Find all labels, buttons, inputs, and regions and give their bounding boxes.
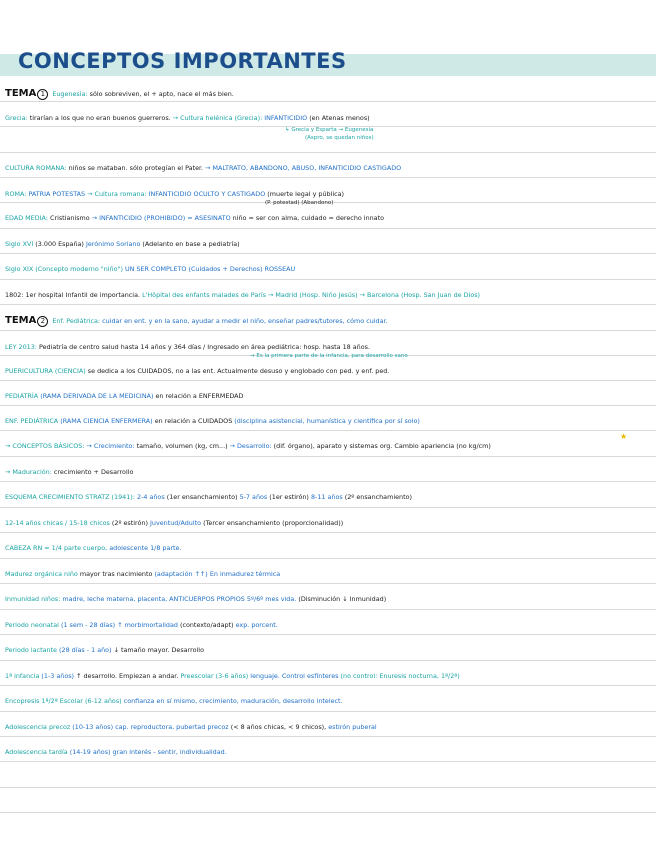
note-line-enf-pediatrica [5,313,651,329]
note-segment: (Disminución ↓ Inmunidad) [298,595,387,603]
ruled-line [0,177,656,178]
note-line-neonatal [5,617,651,633]
page-title: CONCEPTOS IMPORTANTES [18,49,347,73]
ruled-line [0,330,656,331]
note-segment: estirón puberal [328,723,377,731]
note-line-cultura-romana [5,160,651,176]
note-line-cabeza [5,540,651,556]
note-segment: (1-3 años) [41,672,77,680]
tema-2-number: 2 [37,316,48,327]
note-line-adolescencia-tardia [5,744,651,760]
note-segment: ↓ tamaño mayor. Desarrollo [113,646,204,654]
note-segment: (2º estirón) [111,519,151,527]
note-segment: → Cultura helénica (Grecia): [172,114,265,122]
note-segment: confianza en sí mismo, crecimiento, maduración, desarrollo intelect. [123,697,343,705]
ruled-line [0,304,656,305]
subnote-grecia-esparta: ↳ Grecia y Esparta → Eugenesia [285,127,374,133]
note-segment: (RAMA CIENCIA ENFERMERA) [60,417,155,425]
note-segment: lenguaje. Control esfínteres [250,672,341,680]
note-segment: se dedica a los CUIDADOS, no a las ent. Actualmente desuso y englobado con ped. y enf. ped. [87,367,390,375]
tema-1-number: 1 [37,89,48,100]
ruled-line [0,253,656,254]
note-segment: CULTURA ROMANA: [5,164,69,172]
note-segment: (en Atenas menos) [309,114,370,122]
note-segment: (Concepto moderno "niño") [35,265,125,273]
note-segment: (3.000 España) [35,240,86,248]
note-segment: (< 8 años chicas, < 9 chicos), [230,723,329,731]
note-segment: ROMA: [5,190,29,198]
note-segment: Adolescencia tardía [5,748,70,756]
note-segment: tamaño, volumen (kg, cm...) [136,442,230,450]
note-segment: madre, leche materna, placenta, ANTICUERPOS PROPIOS 5º/6º mes vida. [62,595,299,603]
star-icon: ★ [620,432,628,441]
note-segment: niño = ser con alma, cuidado = derecho innato [232,214,385,222]
note-segment: → MALTRATO, ABANDONO, ABUSO, INFANTICIDIO [205,164,364,172]
note-segment: → Maduración: [5,468,54,476]
ruled-line [0,761,656,762]
note-segment: sólo sobreviven, el + apto, nace el más bien. [89,90,234,98]
note-segment: CASTIGADO [363,164,402,172]
ruled-line [0,279,656,280]
note-segment: → CONCEPTOS BÁSICOS: [5,442,87,450]
note-line-estiron [5,515,651,531]
note-segment: en relación a CUIDADOS [154,417,235,425]
note-segment: en relación a ENFERMEDAD [155,392,244,400]
note-segment: PATRIA POTESTAS [28,190,88,198]
note-segment: → Desarrollo: [229,442,274,450]
note-segment: (Tercer ensanchamiento (proporcionalidad)) [203,519,344,527]
ruled-line [0,532,656,533]
note-segment: (1 sem - 28 días) [60,621,118,629]
note-line-1802 [5,287,651,303]
note-line-siglo-xix [5,261,651,277]
ruled-line [0,380,656,381]
ruled-line [0,787,656,788]
note-segment: (10-13 años) [72,723,116,731]
note-segment: (no control: Enuresis nocturna, 1ª/2ª) [340,672,460,680]
note-segment: Encopresis 1ª/2ª [5,697,60,705]
note-segment: ESQUEMA CRECIMIENTO STRATZ (1941): [5,493,137,501]
note-segment: En inmadurez térmica [209,570,281,578]
note-segment: Grecia: [5,114,30,122]
ruled-line [0,711,656,712]
note-segment: gran interés - sentir, individualidad. [112,748,227,756]
ruled-line [0,481,656,482]
note-segment: EDAD MEDIA: [5,214,50,222]
note-line-maduracion [5,464,651,480]
note-segment: PEDIATRÍA [5,392,41,400]
note-segment: Escolar (6-12 años) [59,697,124,705]
note-segment: 8-11 años [310,493,345,501]
note-segment: mayor tras nacimiento [79,570,155,578]
note-segment: Periodo lactante [5,646,60,654]
note-segment: Cristianismo [49,214,92,222]
note-segment: → Barcelona (Hosp. San Juan de Dios) [359,291,481,299]
note-line-stratz [5,489,651,505]
tema-1-heading: TEMA [5,88,37,99]
note-segment: ↑ morbimortalidad [117,621,180,629]
note-line-edad-media [5,210,651,226]
note-segment: → Madrid (Hosp. Niño Jesús) [268,291,360,299]
note-segment: (14-19 años) [69,748,113,756]
note-segment: Periodo neonatal [5,621,61,629]
note-line-encopresis [5,693,651,709]
ruled-line [0,456,656,457]
note-segment: adolescente 1/8 parte. [109,544,182,552]
note-segment: 1802: [5,291,26,299]
ruled-line [0,583,656,584]
note-segment: (adaptación ↑↑) [154,570,210,578]
tema-2-heading: TEMA [5,315,37,326]
ruled-line [0,228,656,229]
ruled-line [0,507,656,508]
note-segment: Siglo XVI [5,240,36,248]
note-segment: LEY 2013: [5,343,39,351]
ruled-line [0,660,656,661]
note-line-primera-infancia [5,668,651,684]
note-segment: Enf. Pediátrica: [52,317,103,325]
ruled-line [0,405,656,406]
ruled-line [0,430,656,431]
note-line-lactante [5,642,651,658]
note-line-pediatria [5,388,651,404]
note-segment: CABEZA RN = 1/4 parte cuerpo, [5,544,110,552]
note-segment: 1er hospital Infantil de importancia. [25,291,143,299]
ruled-line [0,609,656,610]
note-segment: Siglo XIX [5,265,36,273]
note-segment: Pediatría de centro salud hasta 14 años y 364 días / Ingresado en área pediátrica: hosp. hasta 18 años. [38,343,371,351]
ruled-line [0,634,656,635]
note-line-eugenesia [5,86,651,102]
note-segment: exp. porcent. [235,621,278,629]
note-segment: UN SER COMPLETO (Cuidados + Derechos) [124,265,265,273]
note-segment: ENF. PEDIÁTRICA [5,417,61,425]
note-line-grecia [5,110,651,126]
note-segment: (RAMA DERIVADA DE LA MEDICINA) [40,392,156,400]
note-segment: → Cultura romana: [87,190,149,198]
ruled-line [0,736,656,737]
note-line-puericultura [5,363,651,379]
note-segment: 12-14 años chicas / 15-18 chicos [5,519,112,527]
note-segment: 1ª infancia [5,672,42,680]
note-segment: (muerte legal y pública) [267,190,345,198]
note-line-siglo-xvi [5,236,651,252]
note-segment: (dif. órgano), aparato y sistemas org. Cambio apariencia (no kg/cm) [273,442,491,450]
note-segment: ROSSEAU [264,265,296,273]
note-segment: (1er estirón) [269,493,311,501]
note-segment: (Adelanto en base a pediatría) [142,240,240,248]
note-segment: (1er ensanchamiento) [166,493,240,501]
note-segment: 2-4 años [137,493,167,501]
note-segment: ↑ desarrollo. Empiezan a andar. [76,672,181,680]
note-segment: → INFANTICIDIO (PROHIBIDO) = ASESINATO [91,214,233,222]
subnote-roma: (P. potestad) (Abandono) [265,200,334,206]
note-segment: → Crecimiento: [86,442,137,450]
ruled-line [0,558,656,559]
note-segment: PUERICULTURA (CIENCIA) [5,367,88,375]
note-segment: cuidar en ent. y en la sano, ayudar a medir el niño, enseñar padres/tutores, cómo cuidar. [102,317,388,325]
note-line-inmunidad [5,591,651,607]
note-segment: crecimiento + Desarrollo [53,468,134,476]
note-segment: INFANTICIDIO OCULTO Y CASTIGADO [148,190,268,198]
note-segment: Jerónimo Soriano [85,240,143,248]
note-segment: INFANTICIDIO [264,114,310,122]
note-segment: (disciplina asistencial, humanística y científica por sí solo) [234,417,420,425]
ruled-line [0,812,656,813]
note-segment: Inmunidad niños: [5,595,63,603]
note-segment: (contexto/adapt) [179,621,236,629]
note-line-madurez [5,566,651,582]
note-segment: (28 días - 1 año) [59,646,114,654]
note-segment: Adolescencia precoz [5,723,73,731]
note-line-enf-ped-rama [5,413,651,429]
note-segment: tirarían a los que no eran buenos guerreros. [29,114,173,122]
ruled-line [0,152,656,153]
ruled-line [0,685,656,686]
note-segment: Preescolar (3-6 años) [180,672,251,680]
note-segment: niños se mataban. sólo protegían el Pater. [68,164,206,172]
note-segment: (2º ensanchamiento) [344,493,412,501]
note-segment: Juventud/Adulto [150,519,204,527]
note-segment: Eugenesia: [52,90,90,98]
subnote-grecia-aspro: (Aspro, se quedan niños) [305,135,374,141]
note-line-conceptos-basicos [5,438,651,454]
note-segment: L'Hôpital des enfants malades de París [142,291,269,299]
note-segment: Madurez orgánica niño [5,570,80,578]
note-segment: cap. reproductora, pubertad precoz [115,723,231,731]
note-line-adolescencia-precoz [5,719,651,735]
note-segment: 5-7 años [239,493,270,501]
subnote-puericultura: → Es la primera parte de la infancia, para desarrollo sano [250,353,408,359]
